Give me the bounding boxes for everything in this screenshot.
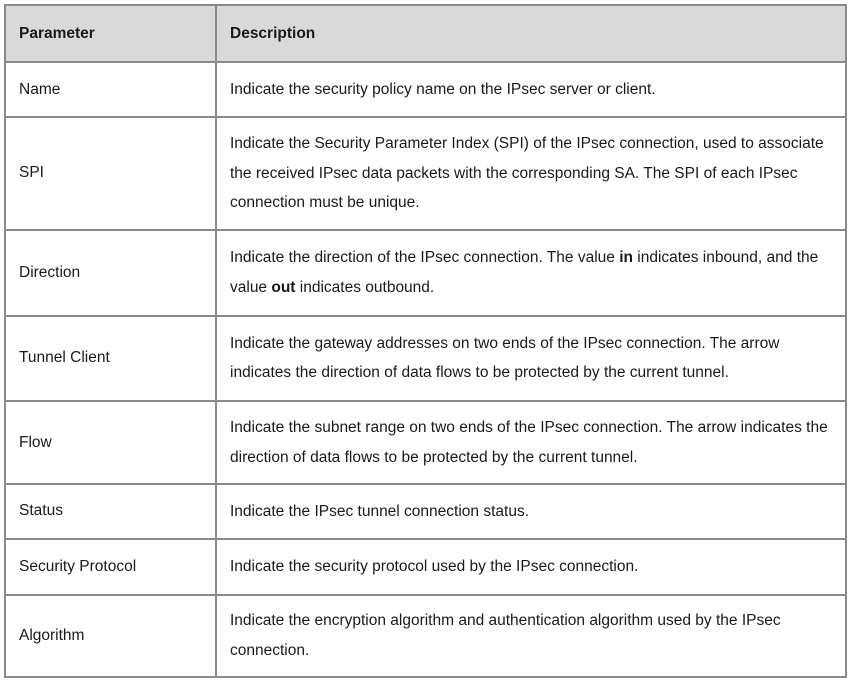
- description-text: Indicate the direction of the IPsec connection. The value: [230, 249, 620, 267]
- parameter-cell: Name: [5, 62, 216, 117]
- table-header-row: [5, 5, 846, 62]
- description-cell: Indicate the Security Parameter Index (SPI) of the IPsec connection, used to associate the received IPsec data packets with the corresponding SA. The SPI of each IPsec connection must be unique.: [216, 117, 846, 229]
- table-row: [5, 62, 846, 117]
- description-text: indicates outbound.: [295, 278, 435, 296]
- parameter-cell: Tunnel Client: [5, 316, 216, 401]
- description-cell: Indicate the security protocol used by the IPsec connection.: [216, 539, 846, 595]
- table-row: [5, 539, 846, 595]
- description-cell: Indicate the IPsec tunnel connection status.: [216, 484, 846, 538]
- parameter-cell: Flow: [5, 401, 216, 484]
- column-header-parameter: Parameter: [5, 5, 216, 62]
- parameter-cell: Direction: [5, 230, 216, 316]
- description-cell: Indicate the encryption algorithm and authentication algorithm used by the IPsec connection.: [216, 595, 846, 677]
- value-in-keyword: in: [619, 249, 633, 267]
- value-out-keyword: out: [271, 278, 296, 296]
- parameter-cell: SPI: [5, 117, 216, 229]
- table-row: [5, 230, 846, 316]
- table-row: [5, 401, 846, 484]
- description-cell: [216, 230, 846, 316]
- description-text: indicates inbound, and the value: [230, 249, 819, 296]
- description-cell: Indicate the subnet range on two ends of the IPsec connection. The arrow indicates the direction of data flows to be protected by the current tunnel.: [216, 401, 846, 484]
- parameter-cell: Security Protocol: [5, 539, 216, 595]
- description-cell: Indicate the gateway addresses on two ends of the IPsec connection. The arrow indicates the direction of data flows to be protected by the current tunnel.: [216, 316, 846, 401]
- description-cell: Indicate the security policy name on the IPsec server or client.: [216, 62, 846, 117]
- parameter-cell: Status: [5, 484, 216, 538]
- table-row: [5, 117, 846, 229]
- column-header-description: Description: [216, 5, 846, 62]
- parameter-table: [4, 4, 847, 678]
- table-row: [5, 484, 846, 538]
- parameter-cell: Algorithm: [5, 595, 216, 677]
- table-row: [5, 595, 846, 677]
- table-row: [5, 316, 846, 401]
